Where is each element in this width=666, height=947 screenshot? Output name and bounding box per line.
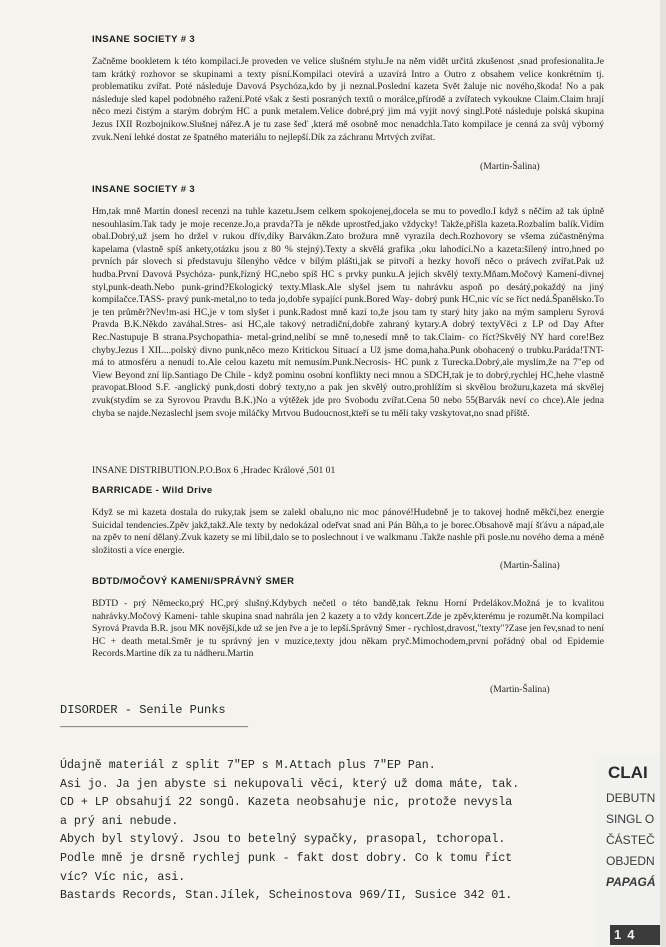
review-body-insane-society-1: Začněme bookletem k této kompilaci.Je proveden ve velice slušném stylu.Je na něm vidět určitá zkušenost ,snad profesionalita.Je tam krátký rozhovor se skupinami a texty písní.Kompilaci otevírá a uzavírá Intro a Outro z obsahem velice konkrétním tj. problematiku zvířat. Poté následuje Davová Psychóza,kdo by ji neznal.Poslední kazeta Svět žaluje nic nového,škoda! No a pak následuje sled kapel podobného ražení.Poté však z šesti posraných textů o morálce,přírodě a zvířatech vykoukne Claim.Claim hrají něco mezi čistým a starým dobrým HC a punk metalem.Velice dobré,prý jim má vyjít nový singl.Poté následuje polská skupina Jezus IXII Rozbojnikow.Slušnej nářez.A je tu zase šeď ,která mě osobně moc nenadchla.Tato kompilace je cenná za svůj výborný zvuk.Není lehké dostat ze špatného materiálu to nejlepší.Dík za záchranu Mrtvých zvířat. xyxy=(92,56,604,143)
ad-line: ČÁSTEČ xyxy=(606,833,655,847)
disorder-line: Abych byl stylový. Jsou to betelný sypačky, prasopal, tchoropal. xyxy=(60,833,506,847)
ad-line: DEBUTN xyxy=(606,791,656,805)
page-edge-shadow xyxy=(660,0,666,947)
review-heading-bdtd: BDTD/MOČOVÝ KAMENI/SPRÁVNÝ SMER xyxy=(92,576,295,587)
disorder-line: Podle mně je drsně rychlej punk - fakt dost dobry. Co k tomu říct xyxy=(60,851,513,865)
disorder-line: Údajně materiál z split 7"EP s M.Attach plus 7"EP Pan. xyxy=(60,759,436,772)
claim-ad-fragment xyxy=(598,755,666,947)
disorder-body xyxy=(60,757,590,906)
review-body-insane-society-2: Hm,tak mně Martin donesl recenzi na tuhle kazetu.Jsem celkem spokojenej,docela se mu to povedlo.I když s něčím až tak úplně nesouhlasím.Tak tady je moje recenze.Jo,a pravda?Ta je někde uprostřed,jako vždycky! Takže,přišla kazeta.Rozbalím balík.Vidím obal.Dobrý,už jsem ho držel v rukou dřív,díky Barvákm.Zato brožura mně vyrazila dech.Rozhovory se všema zúčastněnýma kapelama (vlastně spíš ankety,otázku jsou z 80 % stejný).Texty a skvělá grafika ,oku lahodící.No a kazeta:šílený intro,hned po prvních pár slovech si představuju šílenýho vědce v bílým plášti,jak se pitvoří a hezky hovoří něco o právech zvířat.Pak už hudba.První Davová Psychóza- punk,řízný HC,nebo spíš HC s prvky punku.A jejich skvělý texty.Mňam.Močový Kamení-divnej styl,punk-death.Nebo punk-grind?Ekologický texty.Mlask.Ale slyšel jsem tu nahrávku aspoň po desátý,pokaždý na jiný kompilačce.TASS- pravý punk-metal,no to teda jo,dobře sypající punk.Bored Way- dobrý punk HC,nic víc se říct nedá.Španělsko.To je ten průměr?Nev!m-asi HC,je v tom slyšet i punk.Radost mně kazí to,že jsou tam ty starý hity jako na mým sampleru Syrová Pravda B.K.Někdo zaváhal.Stres- asi HC,ale takový netradiční,dobře zahraný kytary.A dobrý textyVěci z LP od Day After Rec.Nastupuje B strana.Psychopathia- metal-grind,nelíbí se mně to,nesedí mně to tak.Claim- co říct?Skvělý NY hard core!Bez chyby.Jezus I XIL...polský divno punk,něco mezo Kritickou Situací a Už jsme doma,haha.Punk obohacený o trubku.Paráda!TNT- má to atmosféru a nenudí to.Ale celou kazetu mít nemusím.Punk.Necrosis- HC punk z Turecka.Dobrý,ale myslím,že na 7"ep od View Beyond zní líp.Santiago De Chile - když pominu osobní konflikty neci mnou a SDCH,tak je to dobrý,rychlej HC,hehe vlastně pravopat.Blood S.F. -anglický punk,dosti dobrý texty,no a pak jen skvělý outro,prohlížím si skvělou brožuru,kazeta má skvělej zvuk(stydím se za Syrovou Pravdu B.K.)No a výtěžek jde pro Svobodu zvířat.Cena 50 nebo 55(Barvák neví co chce).Ale jedna chyba se najde.Nezaslechl jsem svoje miláčky Mrtvou Budoucnost,kteří se tu měli taky vzskytovat,no snad příště. xyxy=(92,206,604,419)
ad-number-badge: 14 xyxy=(610,925,666,945)
ad-line: SINGL O xyxy=(606,812,655,826)
ad-title: CLAI xyxy=(608,763,648,782)
review-heading-barricade: BARRICADE - Wild Drive xyxy=(92,485,213,496)
disorder-title-rule: ____________________________ xyxy=(60,716,248,730)
review-signature-1: (Martin-Šalina) xyxy=(480,161,540,172)
disorder-line: CD + LP obsahují 22 songů. Kazeta neobsahuje nic, protože nevysla xyxy=(60,796,513,810)
review-signature-3: (Martin-Šalina) xyxy=(500,560,560,571)
disorder-line: Asi jo. Ja jen abyste si nekupovali věci, který už doma máte, tak. xyxy=(60,777,520,791)
ad-line: OBJEDN xyxy=(606,854,655,868)
review-address-insane-distribution: INSANE DISTRIBUTION.P.O.Box 6 ,Hradec Králové ,501 01 xyxy=(92,465,336,476)
review-body-bdtd: BDTD - prý Německo,prý HC,prý slušný.Kdybych nečetl o této bandě,tak řeknu Horní Prdelákov.Možná je to kvalitou nahrávky.Močový Kameni- tahle skupina snad nahrála jen 2 kazety a to vždy koncert.Zde je zpěv,kterému je rozumět.Na kompilaci Syrová Pravda B.R. jsou MK novější,kde už se jen řve a je to lepší.Správný Smer - rychlost,dravost,"texty"?Zase jen řev,snad to není HC + death metal.Směr je tu správný jen v muzice,texty jdou někam pryč.Mimochodem,první pořádný obal od Epidemie Records.Martine dík za tu nádheru.Martin xyxy=(92,598,604,660)
review-signature-4: (Martin-Šalina) xyxy=(490,684,550,695)
disorder-line: a prý ani nebude. xyxy=(60,814,179,828)
review-body-barricade: Když se mi kazeta dostala do ruky,tak jsem se zalekl obalu,no nic moc pánové!Hudebně je to takovej hodně měkčí,bez energie Suicidal tendencies.Zpěv jakž,takž.Ale texty by nedokázal odeřvat snad ani Pán Bůh,a to je borec.Obsahově mají šťávu a nápad,ale na zpěv to není dělaný.Zvuk kazety se mi líbil,dalo se to poslechnout i ve walkmanu .Takže nashle při posle.nu nového dema a méně složitosti a více energie. xyxy=(92,507,604,556)
ad-line: PAPAGÁ xyxy=(606,875,656,889)
disorder-title: DISORDER - Senile Punks xyxy=(60,703,226,717)
disorder-line: víc? Víc nic, asi. xyxy=(60,870,186,884)
disorder-line: Bastards Records, Stan.Jílek, Scheinostova 969/II, Susice 342 01. xyxy=(60,889,513,903)
review-heading-insane-society-1: INSANE SOCIETY # 3 xyxy=(92,34,196,45)
review-heading-insane-society-2: INSANE SOCIETY # 3 xyxy=(92,184,196,195)
